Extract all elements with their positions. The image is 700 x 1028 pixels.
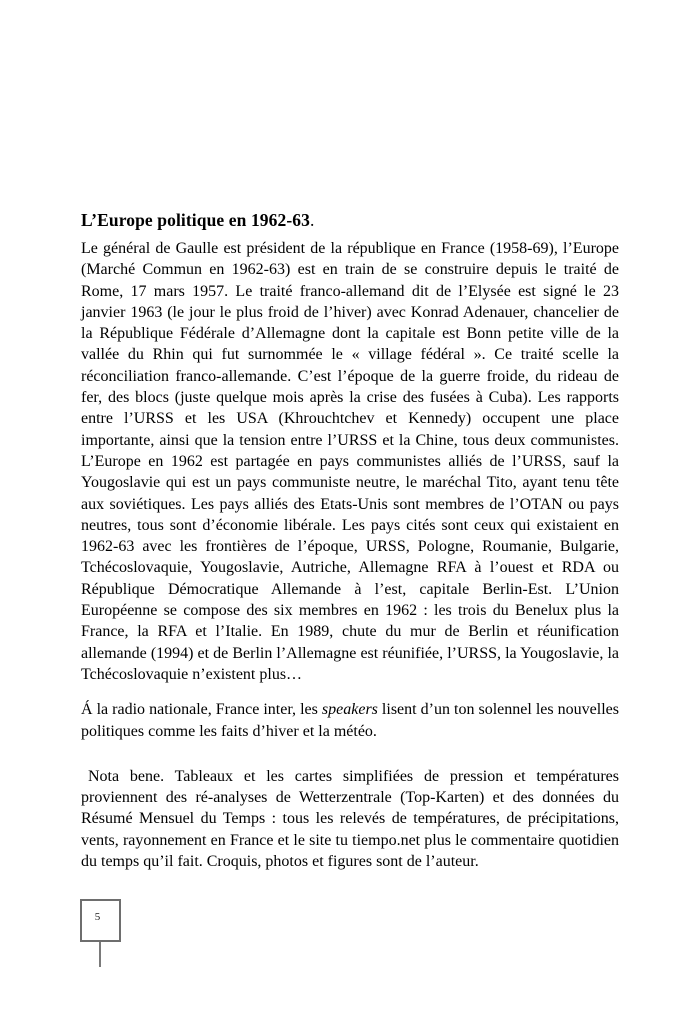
text-run: Nota bene. Tableaux et les cartes simplifiées de pression et températures proviennent des ré-analyses de Wetterzentrale (Top-Karten) et des données du Résumé Mensuel du Temps : tous les relevés de températures, de précipitations, vents, rayonnement en France et le site tu tiempo.net plus le commentaire quotidien du temps qu’il fait. Croquis, photos et figures sont de l’auteur. (81, 767, 619, 871)
page-title (81, 209, 619, 231)
page-number-frame (80, 899, 121, 942)
page-title-period: . (309, 210, 315, 230)
italic-text-run: speakers (321, 701, 378, 719)
text-run: Le général de Gaulle est président de la république en France (1958-69), l’Europe (Marché Commun en 1962-63) est en train de se construire depuis le traité de Rome, 17 mars 1957. Le traité franco-allemand dit de l’Elysée est signé le 23 janvier 1963 (le jour le plus froid de l’hiver) avec Konrad Adenauer, chancelier de la République Fédérale d’Allemagne dont la capitale est Bonn petite ville de la vallée du Rhin qui fut surnommée le « village fédéral ». Ce traité scelle la réconciliation franco-allemande. C’est l’époque de la guerre froide, du rideau de fer, des blocs (juste quelque mois après la crise des fusées à Cuba). Les rapports entre l’URSS et les USA (Khrouchtchev et Kennedy) occupent une place importante, ainsi que la tension entre l’URSS et la Chine, tous deux communistes. L’Europe en 1962 est partagée en pays communistes alliés de l’URSS, sauf la Yougoslavie qui est un pays communiste neutre, le maréchal Tito, ayant tenu tête aux soviétiques. Les pays alliés des Etats-Unis sont membres de l’OTAN ou pays neutres, tous sont d’économie libérale. Les pays cités sont ceux qui existaient en 1962-63 avec les frontières de l’époque, URSS, Pologne, Roumanie, Bulgarie, Tchécoslovaquie, Yougoslavie, Autriche, Allemagne RFA à l’ouest et RDA ou République Démocratique Allemande à l’est, capitale Berlin-Est. L’Union Européenne se compose des six membres en 1962 : les trois du Benelux plus la France, la RFA et l’Italie. En 1989, chute du mur de Berlin et réunification allemande (1994) et de Berlin l’Allemagne est réunifiée, l’URSS, la Yougoslavie, la Tchécoslovaquie n’existent plus… (81, 240, 619, 683)
paragraph-radio (81, 699, 619, 742)
page-number-frame-stem (99, 942, 101, 967)
page-title-text: L’Europe politique en 1962-63 (81, 210, 310, 230)
page-number: 5 (94, 910, 101, 923)
paragraph-intro (81, 238, 619, 685)
text-block (81, 209, 619, 872)
text-run: lisent d’un ton solennel les nouvelles politiques comme les faits d’hiver et la météo. (81, 701, 619, 740)
text-run: Á la radio nationale, France inter, les (81, 701, 322, 719)
paragraph-nota-bene (81, 766, 619, 872)
